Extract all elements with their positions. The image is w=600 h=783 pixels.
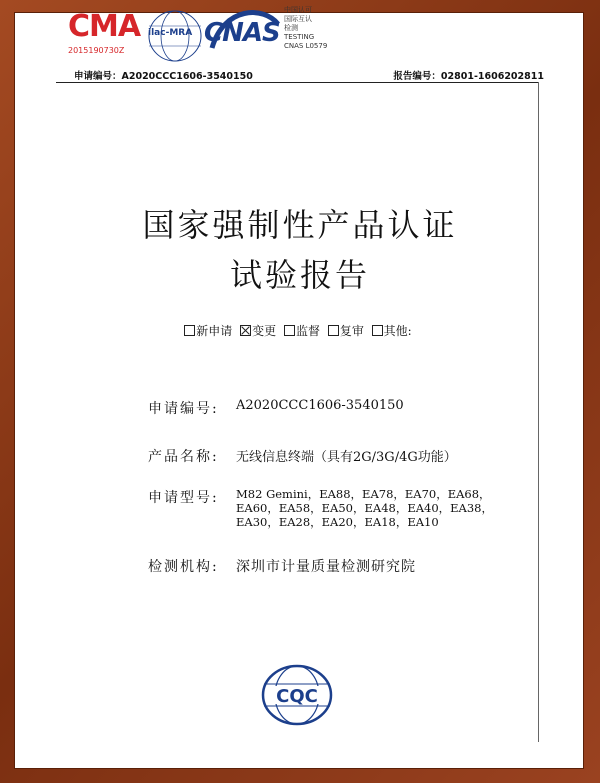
type-option-label: 监督 (295, 324, 320, 338)
field-value (236, 487, 493, 529)
cnas-caption (284, 6, 354, 51)
type-option-other (372, 324, 412, 338)
field-value: 深圳市计量质量检测研究院 (236, 559, 416, 575)
cma-mark: CMA (68, 9, 141, 44)
right-margin-line (538, 82, 539, 742)
checkbox-icon (184, 325, 195, 336)
type-option-review (328, 324, 364, 338)
field-label: 申请编号: (148, 401, 219, 417)
type-option-label: 变更 (252, 324, 277, 338)
report-title-line2: 试验报告 (229, 256, 370, 294)
model-line: M82 Gemini，EA88，EA78，EA70，EA68， (236, 487, 491, 501)
checkbox-icon (328, 325, 339, 336)
accreditation-logos (68, 4, 348, 74)
type-option-new (184, 324, 232, 338)
cnas-caption-line: CNAS L0579 (284, 42, 328, 50)
type-option-label: 复审 (339, 324, 364, 338)
cnas-caption-line: TESTING (284, 33, 315, 41)
checkbox-icon (372, 325, 383, 336)
cqc-emblem-icon (261, 664, 333, 726)
field-label: 申请型号: (148, 490, 219, 506)
field-label: 检测机构: (148, 559, 219, 575)
type-option-supervision (284, 324, 320, 338)
type-option-change (240, 324, 276, 338)
ilac-mra-logo (146, 8, 204, 64)
report-title-line1: 国家强制性产品认证 (142, 206, 458, 244)
cnas-caption-line: 国际互认 (284, 15, 312, 23)
type-option-label: 新申请 (196, 324, 233, 338)
cnas-caption-line: 检测 (284, 24, 298, 32)
cqc-logo (261, 664, 333, 726)
checkbox-checked-icon (240, 325, 251, 336)
field-label: 产品名称: (148, 449, 219, 465)
field-value: A2020CCC1606-3540150 (236, 398, 404, 413)
field-value: 无线信息终端（具有2G/3G/4G功能） (236, 450, 457, 465)
cqc-text: CQC (276, 686, 318, 707)
cnas-caption-line: 中国认可 (284, 6, 312, 14)
application-type-options (0, 322, 600, 339)
cma-code: 2015190730Z (68, 46, 125, 55)
header-application-no: 申请编号：A2020CCC1606-3540150 (74, 71, 253, 82)
header-report-no: 报告编号：02801-1606202811 (393, 71, 544, 82)
model-line: EA30，EA28，EA20，EA18，EA10 (236, 515, 439, 529)
type-option-label: 其他: (383, 324, 412, 338)
model-line: EA60，EA58，EA50，EA48，EA40，EA38， (236, 501, 493, 515)
cnas-logo (204, 4, 354, 68)
ilac-text: ilac-MRA (148, 28, 193, 38)
cnas-word: CNAS (204, 18, 280, 48)
header-rule (56, 82, 538, 83)
checkbox-icon (284, 325, 295, 336)
cma-logo (68, 10, 140, 55)
